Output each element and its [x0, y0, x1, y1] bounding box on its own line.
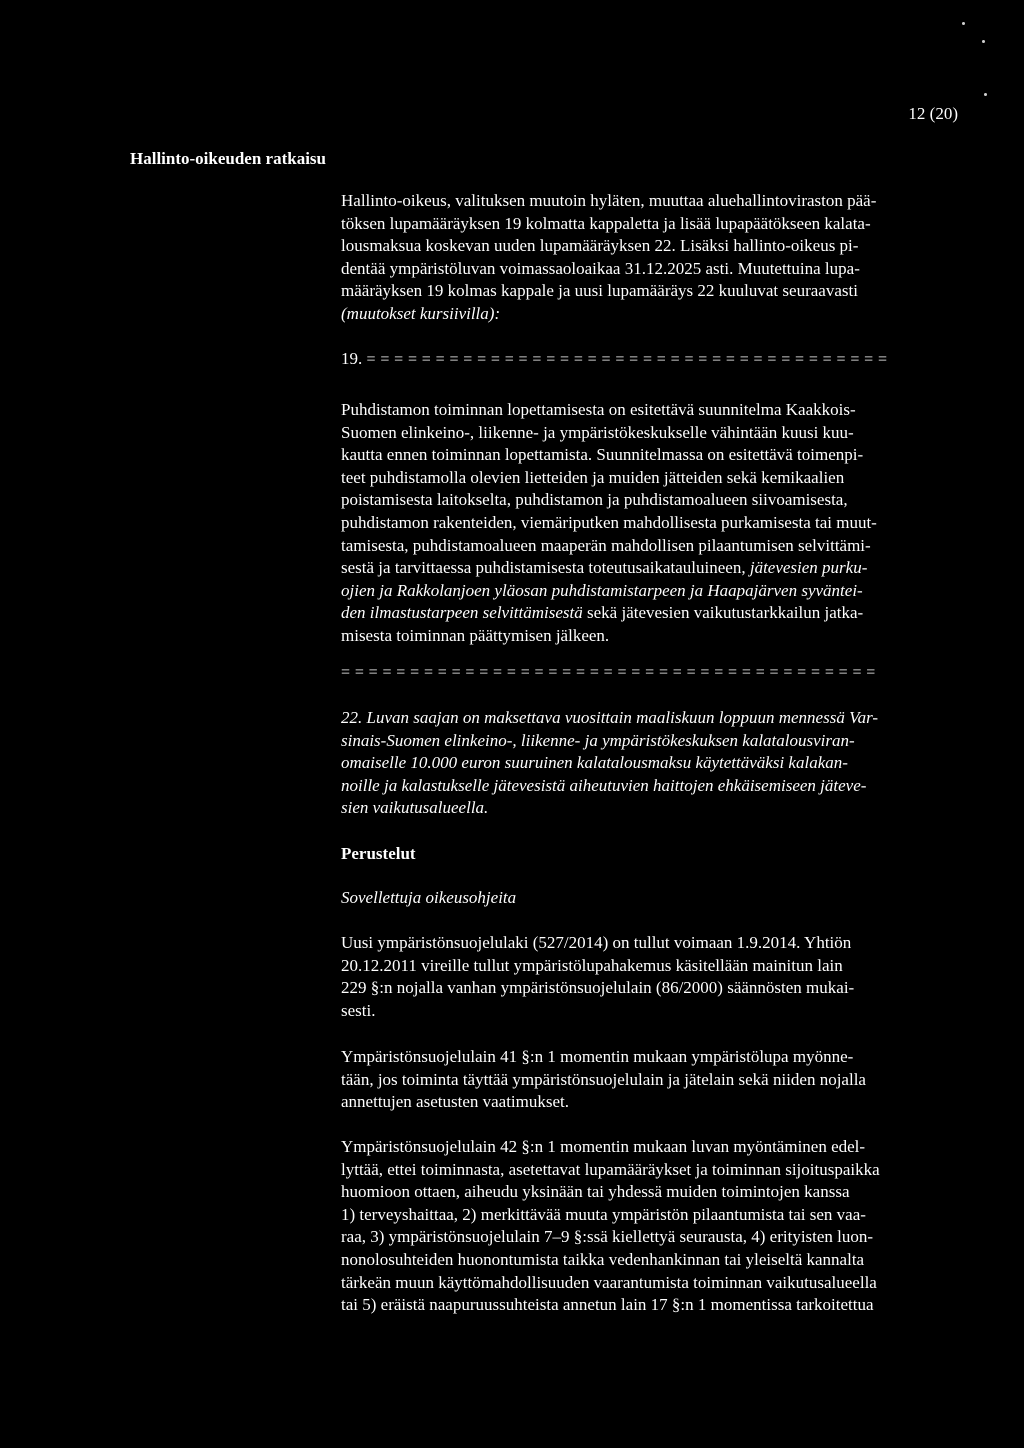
decision-intro: Hallinto-oikeus, valituksen muutoin hyläten, muuttaa aluehallintoviraston pää- töksen lupamääräyksen 19 kolmatta kappaletta ja lisää lupapäätökseen kalata- lousmaksua koskevan uuden lupamääräyksen 22. Lisäksi hallinto-oikeus pi- dentää ympäristöluvan voimassaoloaikaa 31.12.2025 asti. Muutettuina lupa- määräyksen 19 kolmas kappale ja uusi lupamääräys 22 kuuluvat seuraavasti [341, 191, 877, 301]
section-heading: Hallinto-oikeuden ratkaisu [130, 149, 327, 168]
condition-19-text [341, 399, 953, 648]
reasons-subheading: Sovellettuja oikeusohjeita [341, 888, 517, 907]
condition-19-label: 19. [341, 349, 363, 368]
scan-speck [962, 22, 965, 25]
scan-speck [984, 93, 987, 96]
reasons-paragraph-2: Ympäristönsuojelulain 41 §:n 1 momentin mukaan ympäristölupa myönne- tään, jos toiminta täyttää ympäristönsuojelulain ja jätelain sekä niiden nojalla annettujen asetusten vaatimukset. [341, 1047, 866, 1112]
separator-line-2: = = = = = = = = = = = = = = = = = = = = = = = = = = = = = = = = = = = = = = = [341, 664, 876, 681]
separator-line: = = = = = = = = = = = = = = = = = = = = = = = = = = = = = = = = = = = = = = [366, 351, 888, 368]
decision-intro-note: (muutokset kursiivilla): [341, 304, 501, 323]
condition-19-text-normal: Puhdistamon toiminnan lopettamisesta on esitettävä suunnitelma Kaakkois- Suomen elinkeino-, liikenne- ja ympäristökeskukselle vähintään kuusi kuu- kautta ennen toiminnan lopettamista. Suunnitelmassa on esitettävä toimenpi- teet puhdistamolla olevien lietteiden ja muiden jätteiden sekä kemikaalien poistamisesta laitokselta, puhdistamon ja puhdistamoalueen siivoamisesta, puhdistamon rakenteiden, viemäriputken mahdollisesta purkamisesta tai muut- tamisesta, puhdistamoalueen maaperän mahdollisen pilaantumisen selvittämi- sestä ja tarvittaessa puhdistamisesta toteutusaikatauluineen, [341, 400, 877, 578]
page-number: 12 (20) [908, 104, 958, 123]
condition-19-text-end: sekä jätevesien vaikutustarkkailun jatka- misesta toiminnan päättymisen jälkeen. [341, 603, 864, 645]
condition-22-text: 22. Luvan saajan on maksettava vuosittain maaliskuun loppuun mennessä Var- sinais-Suomen elinkeino-, liikenne- ja ympäristökeskuksen kalatalousviran- omaiselle 10.000 euron suuruinen kalatalousmaksu käytettäväksi kalakan- noille ja kalastukselle jätevesistä aiheutuvien haittojen ehkäisemiseen jäteve- sien vaikutusalueella. [341, 708, 879, 818]
scan-speck [982, 40, 985, 43]
reasons-heading: Perustelut [341, 844, 416, 863]
condition-19-text-italic: jätevesien purku- ojien ja Rakkolanjoen yläosan puhdistamistarpeen ja Haapajärven syväntei- den ilmastustarpeen selvittämisestä [341, 558, 868, 623]
condition-19-header [341, 348, 953, 372]
reasons-paragraph-3: Ympäristönsuojelulain 42 §:n 1 momentin mukaan luvan myöntäminen edel- lyttää, ettei toiminnasta, asetettavat lupamääräykset ja toiminnan sijoituspaikka huomioon ottaen, aiheudu yksinään tai yhdessä muiden toimintojen kanssa 1) terveyshaittaa, 2) merkittävää muuta ympäristön pilaantumista tai sen vaa- raa, 3) ympäristönsuojelulain 7–9 §:ssä kiellettyä seurausta, 4) erityisten luon- nonolosuhteiden huonontumista taikka vedenhankinnan tai yleiseltä kannalta tärkeän muun käyttömahdollisuuden vaarantumista toiminnan vaikutusalueella tai 5) eräistä naapuruussuhteista annetun lain 17 §:n 1 momentissa tarkoitettua [341, 1137, 880, 1315]
reasons-paragraph-1: Uusi ympäristönsuojelulaki (527/2014) on tullut voimaan 1.9.2014. Yhtiön 20.12.2011 vireille tullut ympäristölupahakemus käsitellään mainitun lain 229 §:n nojalla vanhan ympäristönsuojelulain (86/2000) säännösten mukai- sesti. [341, 933, 855, 1020]
